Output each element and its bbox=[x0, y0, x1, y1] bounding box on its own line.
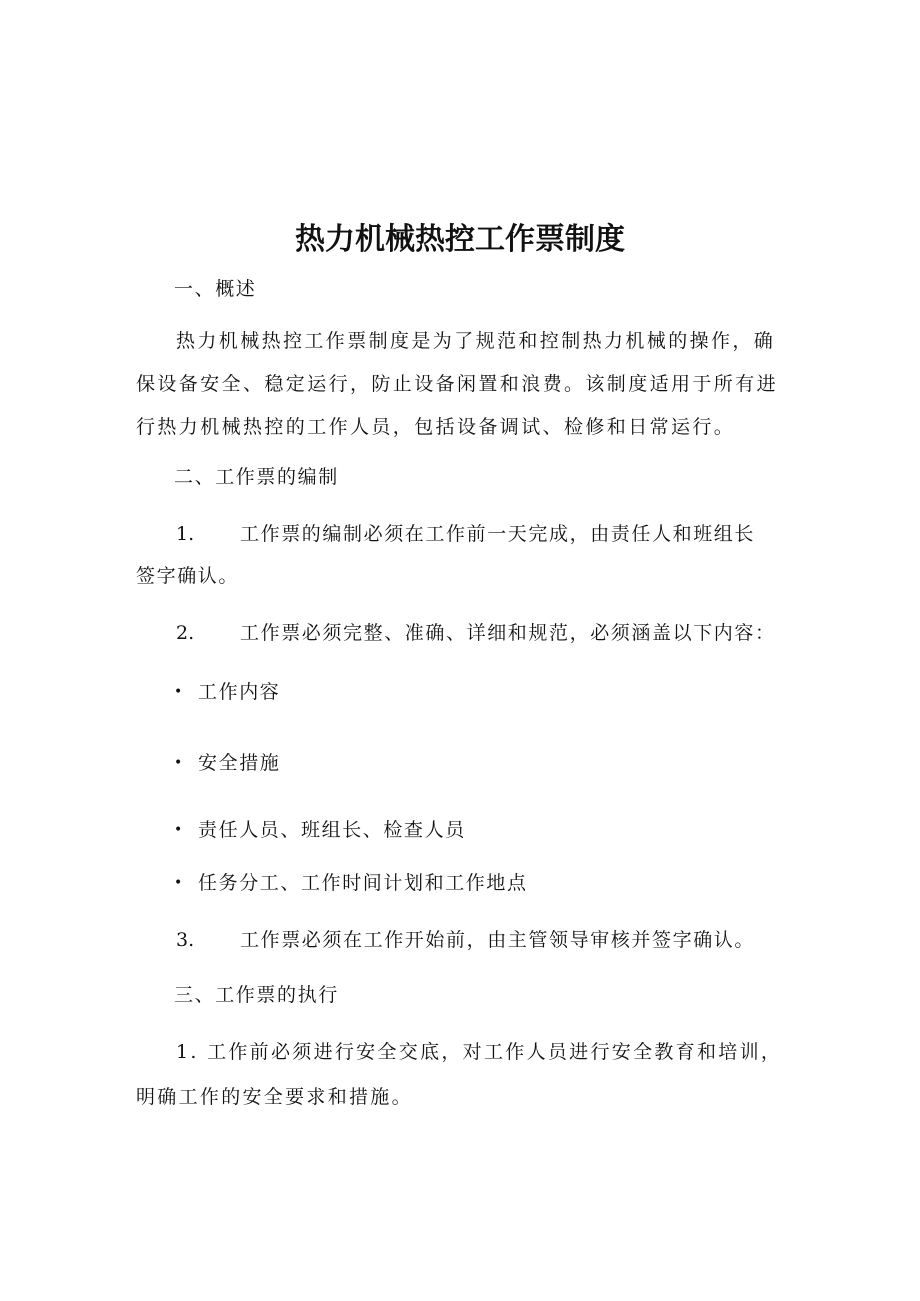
item-number-2: 2. bbox=[176, 622, 195, 644]
page-title: 热力机械热控工作票制度 bbox=[295, 222, 625, 257]
item-1-line1: 工作票的编制必须在工作前一天完成，由责任人和班组长 bbox=[240, 523, 756, 545]
list-item: 安全措施 bbox=[198, 752, 281, 774]
item-3-text: 工作票必须在工作开始前，由主管领导审核并签字确认。 bbox=[240, 929, 756, 951]
list-item: 工作内容 bbox=[198, 681, 281, 703]
section-heading-preparation: 二、工作票的编制 bbox=[174, 466, 339, 488]
item-number-1: 1. bbox=[176, 523, 195, 545]
list-item: 责任人员、班组长、检查人员 bbox=[198, 819, 466, 841]
bullet-dot: • bbox=[174, 684, 183, 700]
execution-item-1: 1. 工作前必须进行安全交底，对工作人员进行安全教育和培训，明确工作的安全要求和措施。 bbox=[136, 1041, 783, 1108]
section-heading-execution: 三、工作票的执行 bbox=[174, 984, 339, 1006]
section-heading-overview: 一、概述 bbox=[174, 278, 257, 300]
bullet-dot: • bbox=[174, 875, 183, 891]
item-1-line2: 签字确认。 bbox=[136, 565, 240, 587]
item-number-3: 3. bbox=[176, 929, 195, 951]
list-item: 任务分工、工作时间计划和工作地点 bbox=[198, 872, 528, 894]
bullet-dot: • bbox=[174, 755, 183, 771]
bullet-dot: • bbox=[174, 822, 183, 838]
overview-paragraph: 热力机械热控工作票制度是为了规范和控制热力机械的操作，确保设备安全、稳定运行，防止设备闲置和浪费。该制度适用于所有进行热力机械热控的工作人员，包括设备调试、检修和日常运行。 bbox=[136, 330, 779, 438]
item-2-text: 工作票必须完整、准确、详细和规范，必须涵盖以下内容： bbox=[240, 622, 776, 644]
